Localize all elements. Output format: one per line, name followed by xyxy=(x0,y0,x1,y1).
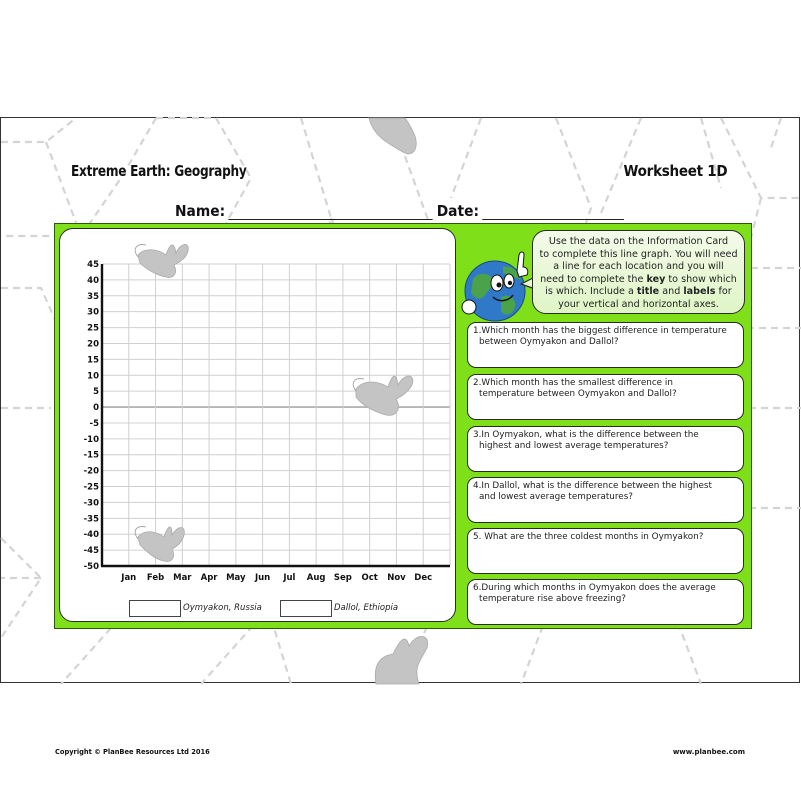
date-field[interactable] xyxy=(483,204,625,220)
instruction-text: for xyxy=(715,286,732,297)
legend-swatch-oymyakon[interactable] xyxy=(129,600,181,617)
question-text: temperature rise above freezing? xyxy=(479,594,626,604)
y-tick-label: 30 xyxy=(87,307,99,318)
question-4-box[interactable] xyxy=(467,477,744,523)
x-tick-label: Nov xyxy=(387,573,406,583)
date-label: Date: xyxy=(436,202,479,220)
name-field[interactable] xyxy=(229,204,433,220)
worksheet-sheet xyxy=(0,117,800,756)
instruction-line xyxy=(537,274,740,287)
y-tick-label: 20 xyxy=(87,339,99,350)
x-tick-label: Dec xyxy=(414,573,433,583)
x-tick-label: Mar xyxy=(173,573,192,583)
x-tick-label: Jan xyxy=(121,573,137,583)
instruction-keyword-title: title xyxy=(636,286,660,297)
y-tick-label: -10 xyxy=(83,434,99,445)
legend-swatch-dallol[interactable] xyxy=(280,600,332,617)
line-graph-grid[interactable] xyxy=(60,229,457,623)
instruction-line: Use the data on the Information Card xyxy=(548,236,729,247)
question-3-box[interactable] xyxy=(467,426,744,472)
line-graph-card xyxy=(59,228,456,622)
instruction-line xyxy=(537,286,740,299)
y-tick-label: 5 xyxy=(93,387,99,398)
worksheet-title: Extreme Earth: Geography xyxy=(71,162,247,180)
question-text: between Oymyakon and Dallol? xyxy=(479,337,619,347)
y-tick-label: 15 xyxy=(87,355,99,366)
x-tick-label: Apr xyxy=(200,573,218,583)
x-tick-label: Feb xyxy=(146,573,165,583)
question-5-box[interactable] xyxy=(467,528,744,574)
name-label: Name: xyxy=(175,202,226,220)
copyright-notice: Copyright © PlanBee Resources Ltd 2016 xyxy=(55,748,210,756)
y-tick-label: -15 xyxy=(83,450,99,461)
name-date-row xyxy=(175,202,628,220)
y-tick-label: -25 xyxy=(83,482,99,493)
y-tick-label: -5 xyxy=(89,418,99,429)
question-1-box[interactable] xyxy=(467,322,744,368)
x-tick-label: Oct xyxy=(361,573,378,583)
instruction-text: to show which xyxy=(665,273,737,285)
y-tick-label: 45 xyxy=(87,260,99,270)
instruction-line: to complete this line graph. You will need xyxy=(539,248,738,260)
instructions-speech-bubble xyxy=(532,230,745,314)
y-tick-label: -30 xyxy=(83,498,99,509)
question-text: 5. What are the three coldest months in Oymyakon? xyxy=(473,532,704,542)
question-text: 1.Which month has the biggest difference in temperature xyxy=(473,326,727,336)
question-text: 3.In Oymyakon, what is the difference between the xyxy=(473,430,699,440)
question-text: 2.Which month has the smallest difference in xyxy=(473,378,673,388)
worksheet-number: Worksheet 1D xyxy=(623,162,727,180)
y-tick-label: -40 xyxy=(83,530,99,541)
x-tick-label: Aug xyxy=(306,573,326,583)
question-text: and lowest average temperatures? xyxy=(479,492,633,502)
y-tick-label: 35 xyxy=(87,291,99,302)
x-tick-label: Jun xyxy=(254,573,271,583)
instruction-text: is which. Include a xyxy=(545,286,637,297)
instruction-text: need to complete the xyxy=(540,273,647,285)
y-tick-label: -45 xyxy=(83,546,99,557)
y-tick-label: 10 xyxy=(87,371,99,382)
activity-panel xyxy=(54,223,752,629)
y-tick-label: -50 xyxy=(83,562,99,572)
y-tick-label: 0 xyxy=(93,403,99,414)
question-text: 6.During which months in Oymyakon does the average xyxy=(473,583,716,593)
legend-label-oymyakon: Oymyakon, Russia xyxy=(183,603,262,613)
question-text: highest and lowest average temperatures? xyxy=(479,441,669,451)
y-tick-label: -35 xyxy=(83,514,99,525)
website-link[interactable]: www.planbee.com xyxy=(672,748,745,756)
y-tick-label: -20 xyxy=(83,466,99,477)
x-tick-label: Jul xyxy=(283,573,296,583)
instruction-line: a line for each location and you will xyxy=(553,261,724,272)
x-tick-label: May xyxy=(226,573,246,583)
x-tick-label: Sep xyxy=(333,573,352,583)
legend-label-dallol: Dallol, Ethiopia xyxy=(334,603,399,613)
question-2-box[interactable] xyxy=(467,374,744,420)
y-tick-label: 40 xyxy=(87,275,99,286)
instruction-keyword-key: key xyxy=(646,273,666,285)
y-tick-label: 25 xyxy=(87,323,99,334)
instruction-line: your vertical and horizontal axes. xyxy=(558,298,719,310)
question-6-box[interactable] xyxy=(467,579,744,625)
question-text: 4.In Dallol, what is the difference between the highest xyxy=(473,481,712,491)
instruction-text: and xyxy=(659,286,684,297)
question-text: temperature between Oymyakon and Dallol? xyxy=(479,389,677,399)
instruction-keyword-labels: labels xyxy=(683,286,716,297)
